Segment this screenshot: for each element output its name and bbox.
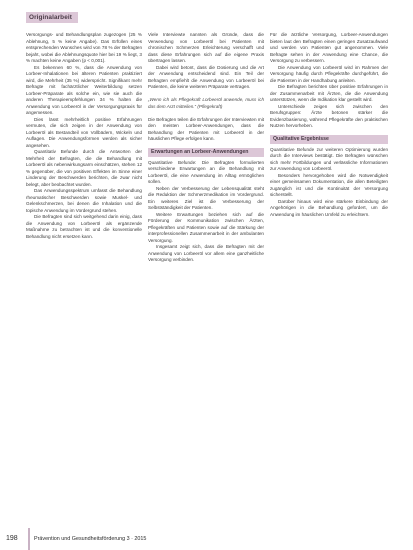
- paragraph: Dabei wird betont, dass die Dosierung und die Art der Anwendung entscheidend sind. Ein Teil der Befragten empfiehlt die Anwendung von Lorbeeröl bei Patienten, die keine weiteren Präparate vertragen.: [148, 64, 264, 89]
- paragraph: Dies lässt mehrheitlich positive Erfahrungen vermuten, die sich zeigen in der Anwendung von Lorbeeröl als Bestandteil von Vollbädern, Wickeln und Auflagen. Die Anwendungsformen werden als sicher angesehen.: [26, 116, 142, 148]
- page-number: 198: [6, 535, 18, 542]
- paragraph: Die Befragten berichten über positive Erfahrungen in der Zusammenarbeit mit Ärzten, die die Anwendung unterstützen, wenn die Indikation klar gestellt wird.: [270, 84, 388, 102]
- text-column-2: [148, 32, 264, 264]
- section-heading: Qualitative Ergebnisse: [270, 135, 388, 144]
- text-column-1: [26, 32, 142, 240]
- paragraph: Unterschiede zeigen sich zwischen den Berufsgruppen: Ärzte betonen stärker die Evidenzbasierung, während Pflegekräfte den praktischen Nutzen hervorheben.: [270, 103, 388, 128]
- paragraph: Insgesamt zeigt sich, dass die Befragten mit der Anwendung von Lorbeeröl vor allem eine ganzheitliche Versorgung verbinden.: [148, 244, 264, 262]
- paragraph: Darüber hinaus wird eine stärkere Einbindung der Angehörigen in die Behandlung gefordert, um die Anwendung im häuslichen Umfeld zu erleichtern.: [270, 198, 388, 217]
- paragraph: Besonders hervorgehoben wird die Notwendigkeit einer gemeinsamen Dokumentation, die allen Beteiligten zugänglich ist und die Kontinuität der Versorgung sicherstellt.: [270, 172, 388, 197]
- section-heading: Erwartungen an Lorbeer-Anwendungen: [148, 148, 264, 157]
- paragraph: Das Anwendungsspektrum umfasst die Behandlung rheumatischer Beschwerden sowie Muskel- und Gelenkschmerzen, bei denen die Inhalation und die topische Anwendung im Vordergrund stehen.: [26, 188, 142, 213]
- paragraph: Quantitative Befunde zur weiteren Optimierung wurden durch die Interviews bestätigt. Die Befragten wünschen sich mehr Fortbildungen und verlässliche Informationen zur Anwendung von Lorbeeröl.: [270, 146, 388, 171]
- article-type-tag: Originalarbeit: [26, 12, 78, 23]
- paragraph: Die Anwendung von Lorbeeröl wird im Rahmen der Versorgung häufig durch Pflegekräfte durchgeführt, die die Patienten in der Handhabung anleiten.: [270, 64, 388, 83]
- paragraph: Die Befragten teilen die Erfahrungen der Interviewten mit den meisten Lorbeer-Anwendungen, dass die Behandlung der Patienten mit Lorbeeröl in der häuslichen Pflege erfolgen kann.: [148, 116, 264, 141]
- paragraph: Die Befragten sind sich weitgehend darin einig, dass die Anwendung von Lorbeeröl als ergänzende Maßnahme zu betrachten ist und die konventionelle Behandlung nicht ersetzen kann.: [26, 214, 142, 239]
- page-number-box: [0, 528, 30, 550]
- paragraph: Quantitativ Befunde durch die Antworten der Mehrheit der Befragten, die die Behandlung mit Lorbeeröl als nebenwirkungsarm einschätzen, stehen 12 % gegenüber, die von positiven Effekten im Sinne einer Linderung der Beschwerden berichten, die zwar nicht belegt, aber beobachtet wurden.: [26, 149, 142, 187]
- paragraph: Weitere Erwartungen beziehen sich auf die Förderung der Kommunikation zwischen Ärzten, Pflegekräften und Patienten sowie auf die Stärkung der interprofessionellen Zusammenarbeit in der ambulanten Versorgung.: [148, 211, 264, 243]
- interview-quote: „Wenn ich als Pflegekraft Lorbeeröl anwende, muss ich das dem Arzt mitteilen.“ (Pflegekraft): [148, 97, 264, 109]
- paragraph: Viele Interviewte nannten als Gründe, dass die Verwendung von Lorbeeröl bei Patienten mit chronischen Schmerzen Erleichterung verschafft und dass diese Erfahrungen sich auf die eigene Praxis übertragen lassen.: [148, 32, 264, 63]
- paragraph: Versorgungs- und Behandlungsplan zugezogen (25 % Ablehnung, 5 % keine Angabe). Das Erfüllen eines entsprechenden Wunsches wird von 78 % der Befragten bejaht, wobei die Ablehnungsquote hier bei 19 % liegt, 3 % machten keine Angaben (p < 0,001).: [26, 32, 142, 63]
- paragraph: Für die ärztliche Versorgung, Lorbeer-Anwendungen bieten laut den Befragten einen geringen Zusatzaufwand und werden von Patienten gut angenommen. Viele Befragte sehen in der Anwendung eine Chance, die Versorgung zu verbessern.: [270, 32, 388, 63]
- paragraph: Es bekennen 60 %, dass die Anwendung von Lorbeer-Inhalationen bei älteren Patienten praktiziert wird, die Mehrheit (35 %) widerspricht. Signifikant mehr Befragte mit fachärztlicher Weiterbildung setzen Lorbeer-Präparate als solche ein, wie sie auch die anderen Therapieempfehlungen 34 % halten die Anwendung von Lorbeeröl in der Versorgungspraxis für angemessen.: [26, 64, 142, 115]
- paragraph: Quantitative Befunde: Die Befragten formulierten verschiedene Erwartungen an die Behandlung mit Lorbeeröl, die eine Anwendung im Alltag ermöglichen sollen.: [148, 159, 264, 184]
- text-column-3: [270, 32, 388, 218]
- page-footer: [0, 528, 413, 550]
- journal-citation: Prävention und Gesundheitsförderung 3 · 2015: [34, 536, 147, 542]
- paragraph: Neben der Verbesserung der Lebensqualität steht die Reduktion der Schmerzmedikation im Vordergrund. Ein weiteres Ziel ist die Verbesserung der Selbstständigkeit der Patienten.: [148, 185, 264, 210]
